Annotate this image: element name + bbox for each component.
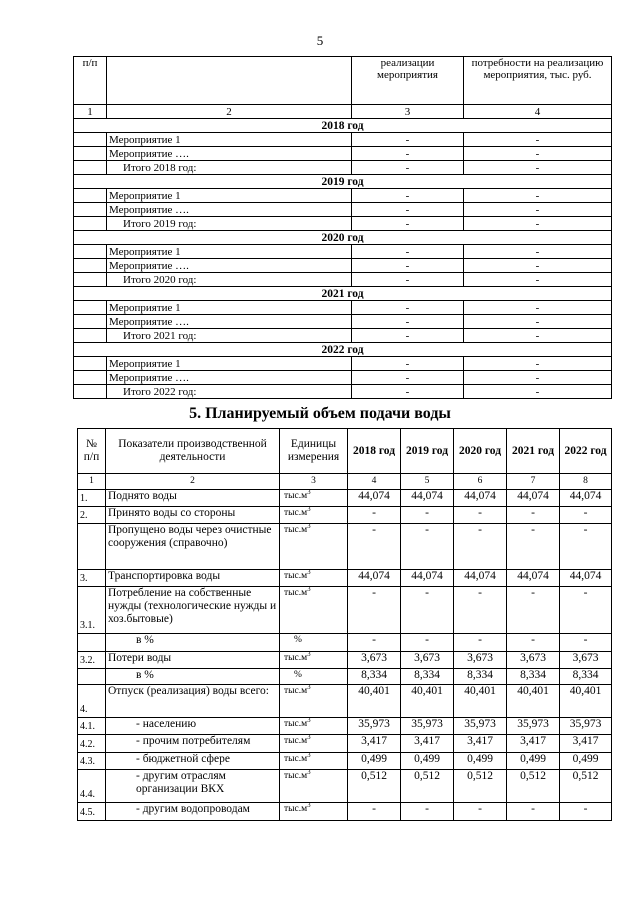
year-header-row xyxy=(74,119,612,133)
year-value: - xyxy=(560,634,612,652)
year-value: 3,673 xyxy=(560,652,612,669)
year-value: 0,512 xyxy=(348,770,401,803)
event-cost: - xyxy=(464,273,612,287)
event-name: Итого 2019 год: xyxy=(107,217,352,231)
indicator-name: - населению xyxy=(106,718,280,735)
event-implementation: - xyxy=(352,315,464,329)
table2-data-row xyxy=(78,524,612,570)
year-value: 0,499 xyxy=(401,753,454,770)
unit-text: тыс.м xyxy=(284,736,308,746)
indicator-name: Транспортировка воды xyxy=(106,570,280,587)
event-cost: - xyxy=(464,329,612,343)
table2-data-row xyxy=(78,803,612,821)
event-num xyxy=(74,245,107,259)
year-value: 8,334 xyxy=(348,669,401,685)
table2-colnum: 8 xyxy=(560,474,612,490)
year-heading: 2018 год xyxy=(74,119,612,133)
unit-of-measure xyxy=(280,800,348,821)
indicator-name: Поднято воды xyxy=(106,490,280,507)
row-number: 3.2. xyxy=(78,652,106,669)
indicator-name: Потребление на собственные нужды (технологические нужды и хоз.бытовые) xyxy=(106,587,280,634)
row-number: 4.3. xyxy=(78,753,106,770)
year-value: - xyxy=(560,803,612,821)
indicator-name: Отпуск (реализация) воды всего: xyxy=(106,685,280,718)
page-number: 5 xyxy=(316,33,324,48)
event-implementation: - xyxy=(352,217,464,231)
event-row xyxy=(74,147,612,161)
event-num xyxy=(74,315,107,329)
event-cost: - xyxy=(464,371,612,385)
year-value: 44,074 xyxy=(401,490,454,507)
event-name: Мероприятие …. xyxy=(107,147,352,161)
year-value: 35,973 xyxy=(507,718,560,735)
unit-of-measure xyxy=(280,767,348,803)
table2-data-row xyxy=(78,634,612,652)
table2-data-row xyxy=(78,652,612,669)
year-value: 3,417 xyxy=(560,735,612,753)
table2-colnum: 2 xyxy=(106,474,280,490)
year-value: 0,512 xyxy=(401,770,454,803)
event-cost: - xyxy=(464,385,612,399)
table2-data-row xyxy=(78,587,612,634)
events-funding-table xyxy=(73,56,612,399)
year-value: 3,673 xyxy=(507,652,560,669)
year-value: - xyxy=(401,524,454,570)
year-value: - xyxy=(454,634,507,652)
unit-text: тыс.м xyxy=(284,508,308,518)
unit-of-measure xyxy=(280,504,348,524)
unit-text: тыс.м xyxy=(284,653,308,663)
event-name: Мероприятие …. xyxy=(107,371,352,385)
table1-colnum-row xyxy=(74,105,612,119)
year-value: - xyxy=(560,507,612,524)
year-value: - xyxy=(454,587,507,634)
event-num xyxy=(74,133,107,147)
year-value: 35,973 xyxy=(560,718,612,735)
event-num xyxy=(74,301,107,315)
year-heading: 2021 год xyxy=(74,287,612,301)
row-number: 4.2. xyxy=(78,735,106,753)
event-cost: - xyxy=(464,259,612,273)
event-implementation: - xyxy=(352,161,464,175)
year-header-row xyxy=(74,231,612,245)
table1-header-num: п/п xyxy=(74,57,107,105)
event-implementation: - xyxy=(352,147,464,161)
event-num xyxy=(74,147,107,161)
table2-colnum-row xyxy=(78,474,612,490)
year-heading: 2019 год xyxy=(74,175,612,189)
table2-header-unit: Единицы измерения xyxy=(280,429,348,474)
event-row xyxy=(74,301,612,315)
year-value: - xyxy=(401,587,454,634)
event-row xyxy=(74,259,612,273)
year-value: 0,512 xyxy=(560,770,612,803)
table2-data-row xyxy=(78,669,612,685)
indicator-name: в % xyxy=(106,634,280,652)
year-value: 3,417 xyxy=(507,735,560,753)
year-value: 3,673 xyxy=(454,652,507,669)
event-num xyxy=(74,357,107,371)
event-num xyxy=(74,217,107,231)
year-value: - xyxy=(454,803,507,821)
table2-colnum: 7 xyxy=(507,474,560,490)
table1-colnum: 3 xyxy=(352,105,464,119)
unit-of-measure xyxy=(280,715,348,735)
event-cost: - xyxy=(464,133,612,147)
year-value: - xyxy=(348,634,401,652)
year-value: 0,499 xyxy=(454,753,507,770)
event-row xyxy=(74,217,612,231)
table2-header-num: № п/п xyxy=(78,429,106,474)
unit-text: тыс.м xyxy=(284,804,308,814)
unit-superscript: 3 xyxy=(307,732,311,741)
unit-superscript: 3 xyxy=(307,750,311,759)
indicator-name: - прочим потребителям xyxy=(106,735,280,753)
unit-superscript: 3 xyxy=(307,504,311,513)
year-value: - xyxy=(348,587,401,634)
unit-text: тыс.м xyxy=(284,771,308,781)
table2-header-year: 2018 год xyxy=(348,429,401,474)
indicator-name: - бюджетной сфере xyxy=(106,753,280,770)
year-value: 44,074 xyxy=(348,570,401,587)
event-cost: - xyxy=(464,203,612,217)
event-row xyxy=(74,203,612,217)
event-implementation: - xyxy=(352,385,464,399)
unit-text: % xyxy=(294,670,302,680)
unit-of-measure xyxy=(280,682,348,718)
event-row xyxy=(74,245,612,259)
table2-data-row xyxy=(78,735,612,753)
event-cost: - xyxy=(464,301,612,315)
year-value: 0,499 xyxy=(348,753,401,770)
event-num xyxy=(74,329,107,343)
year-value: 44,074 xyxy=(401,570,454,587)
event-cost: - xyxy=(464,217,612,231)
unit-text: тыс.м xyxy=(284,719,308,729)
year-value: - xyxy=(560,524,612,570)
table2-data-row xyxy=(78,570,612,587)
unit-of-measure xyxy=(280,732,348,753)
event-row xyxy=(74,273,612,287)
year-value: 44,074 xyxy=(560,490,612,507)
unit-superscript: 3 xyxy=(307,767,311,776)
unit-text: % xyxy=(294,635,302,645)
row-number: 2. xyxy=(78,507,106,524)
table2-data-row xyxy=(78,718,612,735)
table2-header-year: 2022 год xyxy=(560,429,612,474)
row-number: 4.4. xyxy=(78,770,106,803)
table1-colnum: 4 xyxy=(464,105,612,119)
year-value: 35,973 xyxy=(454,718,507,735)
year-value: - xyxy=(507,803,560,821)
event-cost: - xyxy=(464,245,612,259)
event-name: Мероприятие 1 xyxy=(107,133,352,147)
year-value: - xyxy=(507,507,560,524)
indicator-name: - другим отраслям организации ВКХ xyxy=(106,770,280,803)
event-name: Мероприятие …. xyxy=(107,259,352,273)
event-cost: - xyxy=(464,189,612,203)
table2-colnum: 3 xyxy=(280,474,348,490)
unit-text: тыс.м xyxy=(284,491,308,501)
row-number: 3. xyxy=(78,570,106,587)
year-value: 40,401 xyxy=(560,685,612,718)
year-value: - xyxy=(348,524,401,570)
water-supply-table xyxy=(77,428,612,821)
unit-text: тыс.м xyxy=(284,571,308,581)
year-value: - xyxy=(401,634,454,652)
unit-text: тыс.м xyxy=(284,525,308,535)
event-num xyxy=(74,259,107,273)
event-name: Мероприятие …. xyxy=(107,203,352,217)
year-header-row xyxy=(74,343,612,357)
event-row xyxy=(74,161,612,175)
event-name: Мероприятие …. xyxy=(107,315,352,329)
unit-superscript: 3 xyxy=(307,715,311,724)
unit-superscript: 3 xyxy=(307,682,311,691)
year-value: 3,417 xyxy=(454,735,507,753)
year-value: 8,334 xyxy=(507,669,560,685)
unit-of-measure xyxy=(280,521,348,570)
event-implementation: - xyxy=(352,203,464,217)
year-value: 35,973 xyxy=(348,718,401,735)
year-value: 3,417 xyxy=(401,735,454,753)
year-value: 0,499 xyxy=(507,753,560,770)
event-name: Мероприятие 1 xyxy=(107,245,352,259)
year-value: 44,074 xyxy=(507,490,560,507)
year-value: - xyxy=(454,524,507,570)
table2-colnum: 4 xyxy=(348,474,401,490)
event-name: Мероприятие 1 xyxy=(107,301,352,315)
year-value: 0,512 xyxy=(454,770,507,803)
table1-header-implementation: реализации мероприятия xyxy=(352,57,464,105)
indicator-name: Потери воды xyxy=(106,652,280,669)
event-cost: - xyxy=(464,315,612,329)
year-value: 44,074 xyxy=(348,490,401,507)
year-value: 3,417 xyxy=(348,735,401,753)
event-name: Итого 2018 год: xyxy=(107,161,352,175)
table2-header-year: 2019 год xyxy=(401,429,454,474)
row-number: 4.5. xyxy=(78,803,106,821)
event-implementation: - xyxy=(352,357,464,371)
event-row xyxy=(74,357,612,371)
unit-superscript: 3 xyxy=(307,584,311,593)
unit-of-measure xyxy=(280,634,348,652)
event-cost: - xyxy=(464,161,612,175)
table2-data-row xyxy=(78,685,612,718)
row-number xyxy=(78,634,106,652)
row-number: 4. xyxy=(78,685,106,718)
row-number: 1. xyxy=(78,490,106,507)
year-value: 44,074 xyxy=(454,490,507,507)
event-implementation: - xyxy=(352,301,464,315)
year-value: - xyxy=(401,507,454,524)
table2-header-year: 2020 год xyxy=(454,429,507,474)
unit-text: тыс.м xyxy=(284,588,308,598)
year-value: - xyxy=(401,803,454,821)
unit-superscript: 3 xyxy=(307,567,311,576)
event-row xyxy=(74,385,612,399)
year-value: 0,499 xyxy=(560,753,612,770)
indicator-name: Принято воды со стороны xyxy=(106,507,280,524)
event-row xyxy=(74,371,612,385)
unit-of-measure xyxy=(280,649,348,669)
table2-data-row xyxy=(78,753,612,770)
event-name: Мероприятие 1 xyxy=(107,357,352,371)
year-value: 3,673 xyxy=(401,652,454,669)
unit-of-measure xyxy=(280,567,348,587)
event-name: Итого 2021 год: xyxy=(107,329,352,343)
event-implementation: - xyxy=(352,189,464,203)
table2-data-row xyxy=(78,490,612,507)
row-number: 4.1. xyxy=(78,718,106,735)
unit-of-measure xyxy=(280,584,348,634)
unit-text: тыс.м xyxy=(284,754,308,764)
event-implementation: - xyxy=(352,371,464,385)
table1-header-cost: потребности на реализацию мероприятия, тыс. руб. xyxy=(464,57,612,105)
year-value: 0,512 xyxy=(507,770,560,803)
table1-header-name xyxy=(107,57,352,105)
table2-data-row xyxy=(78,507,612,524)
event-row xyxy=(74,315,612,329)
year-value: - xyxy=(507,524,560,570)
event-implementation: - xyxy=(352,245,464,259)
event-name: Итого 2022 год: xyxy=(107,385,352,399)
table2-header-row xyxy=(78,429,612,474)
year-value: 8,334 xyxy=(401,669,454,685)
year-value: 35,973 xyxy=(401,718,454,735)
row-number xyxy=(78,669,106,685)
year-value: 3,673 xyxy=(348,652,401,669)
year-value: - xyxy=(348,803,401,821)
event-num xyxy=(74,385,107,399)
unit-of-measure xyxy=(280,750,348,770)
table1-colnum: 1 xyxy=(74,105,107,119)
row-number: 3.1. xyxy=(78,587,106,634)
event-num xyxy=(74,273,107,287)
year-value: - xyxy=(454,507,507,524)
year-value: 40,401 xyxy=(507,685,560,718)
table1-header-row xyxy=(74,57,612,105)
event-row xyxy=(74,133,612,147)
unit-text: тыс.м xyxy=(284,686,308,696)
unit-of-measure xyxy=(280,669,348,685)
event-implementation: - xyxy=(352,273,464,287)
year-heading: 2020 год xyxy=(74,231,612,245)
year-value: 44,074 xyxy=(454,570,507,587)
year-value: - xyxy=(560,587,612,634)
section-title: 5. Планируемый объем подачи воды xyxy=(189,405,451,422)
unit-superscript: 3 xyxy=(307,521,311,530)
table2-header-year: 2021 год xyxy=(507,429,560,474)
year-value: 40,401 xyxy=(454,685,507,718)
year-heading: 2022 год xyxy=(74,343,612,357)
year-value: - xyxy=(348,507,401,524)
table1-colnum: 2 xyxy=(107,105,352,119)
year-value: 40,401 xyxy=(401,685,454,718)
year-value: 40,401 xyxy=(348,685,401,718)
event-implementation: - xyxy=(352,133,464,147)
indicator-name: - другим водопроводам xyxy=(106,803,280,821)
indicator-name: в % xyxy=(106,669,280,685)
table2-data-row xyxy=(78,770,612,803)
event-num xyxy=(74,203,107,217)
unit-of-measure xyxy=(280,487,348,507)
table2-colnum: 1 xyxy=(78,474,106,490)
year-value: 44,074 xyxy=(507,570,560,587)
event-num xyxy=(74,371,107,385)
table2-colnum: 5 xyxy=(401,474,454,490)
event-name: Итого 2020 год: xyxy=(107,273,352,287)
event-implementation: - xyxy=(352,259,464,273)
event-num xyxy=(74,189,107,203)
row-number xyxy=(78,524,106,570)
unit-superscript: 3 xyxy=(307,487,311,496)
indicator-name: Пропущено воды через очистные сооружения (справочно) xyxy=(106,524,280,570)
table2-header-indicator: Показатели производственной деятельности xyxy=(106,429,280,474)
year-value: - xyxy=(507,587,560,634)
year-header-row xyxy=(74,287,612,301)
event-row xyxy=(74,189,612,203)
year-value: 8,334 xyxy=(454,669,507,685)
year-header-row xyxy=(74,175,612,189)
event-cost: - xyxy=(464,147,612,161)
year-value: 8,334 xyxy=(560,669,612,685)
year-value: - xyxy=(507,634,560,652)
event-row xyxy=(74,329,612,343)
year-value: 44,074 xyxy=(560,570,612,587)
table2-colnum: 6 xyxy=(454,474,507,490)
unit-superscript: 3 xyxy=(307,800,311,809)
event-name: Мероприятие 1 xyxy=(107,189,352,203)
event-cost: - xyxy=(464,357,612,371)
event-implementation: - xyxy=(352,329,464,343)
unit-superscript: 3 xyxy=(307,649,311,658)
event-num xyxy=(74,161,107,175)
